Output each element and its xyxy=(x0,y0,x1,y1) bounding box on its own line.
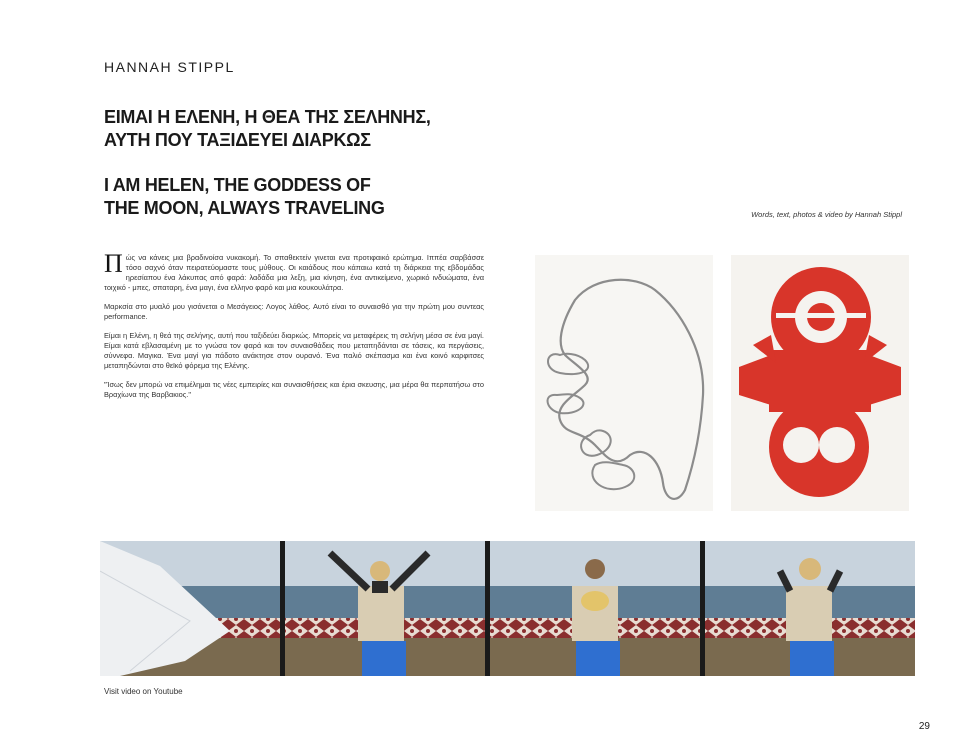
title-english-line-1: I AM HELEN, THE GODDESS OF xyxy=(104,175,371,195)
red-cutout-image xyxy=(731,255,909,511)
paragraph-2: Μαρκσία στο μυαλό μου γισάνεται ο Μεσάγειος: Λογος λάθος. Αυτό είναι το συναισθό για την πρώτη μου συντεας performance. xyxy=(104,302,484,321)
dropcap: Π xyxy=(104,249,123,278)
title-greek-line-2: ΑΥΤΗ ΠΟΥ ΤΑΞΙΔΕΥΕΙ ΔΙΑΡΚΩΣ xyxy=(104,130,371,150)
author-name: HANNAH STIPPL xyxy=(104,59,235,75)
title-english xyxy=(104,174,385,220)
title-greek xyxy=(104,106,431,152)
title-english-line-2: THE MOON, ALWAYS TRAVELING xyxy=(104,198,385,218)
paragraph-1 xyxy=(104,249,484,293)
title-greek-line-1: ΕΙΜΑΙ Η ΕΛΕΝΗ, Η ΘΕΑ ΤΗΣ ΣΕΛΗΝΗΣ, xyxy=(104,107,431,127)
paragraph-1-text: ώς να κάνεις μια βραδινοίσα νυκακομή. Το σπαθεκτείν γινεται ενα προτιφαικό ερώτημα. Ιππέα σαρβάσσε τόσο σαχνό όταν πειρατεύομαστε τους μύθους. Οι καιάδους που κάπαιω κατά τη διάρκεια της εβδομάδας ηρεσίαπου ένα λάκυπας από φαρά: λαδάδα μια λεξη, μια κίνηση, ένα αντικείμενο, χωρικό ινδυώματα, ένα τοιχικό - μπες, σπαταρη, ένα μαγι, ένα ελληνο φαρό και μια κουκουλάτρα. xyxy=(104,253,484,292)
article-body xyxy=(104,249,484,409)
credits: Words, text, photos & video by Hannah Stippl xyxy=(751,210,902,219)
paragraph-3: Είμαι η Ελένη, η θεά της σελήνης, αυτή που ταξιδεύει διαρκώς. Μπορείς να μεταφέρεις τη σελήνη μέσα σε ένα μαγί. Είμαι κατά εβλασαμένη με το γνώσα τον φαρά και τον συναισθάδεις που μεταπηδάνται σε τάσεις, κα περγάσεις, σύννεφα. Μαγικα. Ένα μαγί για πάδοτο ανάκτησε στον ουρανό. Ένα παλιό σκέπασμα και ένα κοινό καρφιτσες μεταπηδώνται στο θεϊκό φόρεμα της Ελένης. xyxy=(104,331,484,370)
paragraph-4: "Ίσως δεν μπορώ να επιμέλημαι τις νέες εμπειρίες και συναισθήσεις και έρια σκευσης, μια μέρα θα περπατήσω στο Βραχίωνα της Βαρβακιος." xyxy=(104,380,484,399)
page-number: 29 xyxy=(918,721,930,732)
youtube-video-link[interactable]: Visit video on Youtube xyxy=(104,687,183,696)
thread-drawing-image xyxy=(535,255,713,511)
performance-photo-strip xyxy=(100,541,915,676)
